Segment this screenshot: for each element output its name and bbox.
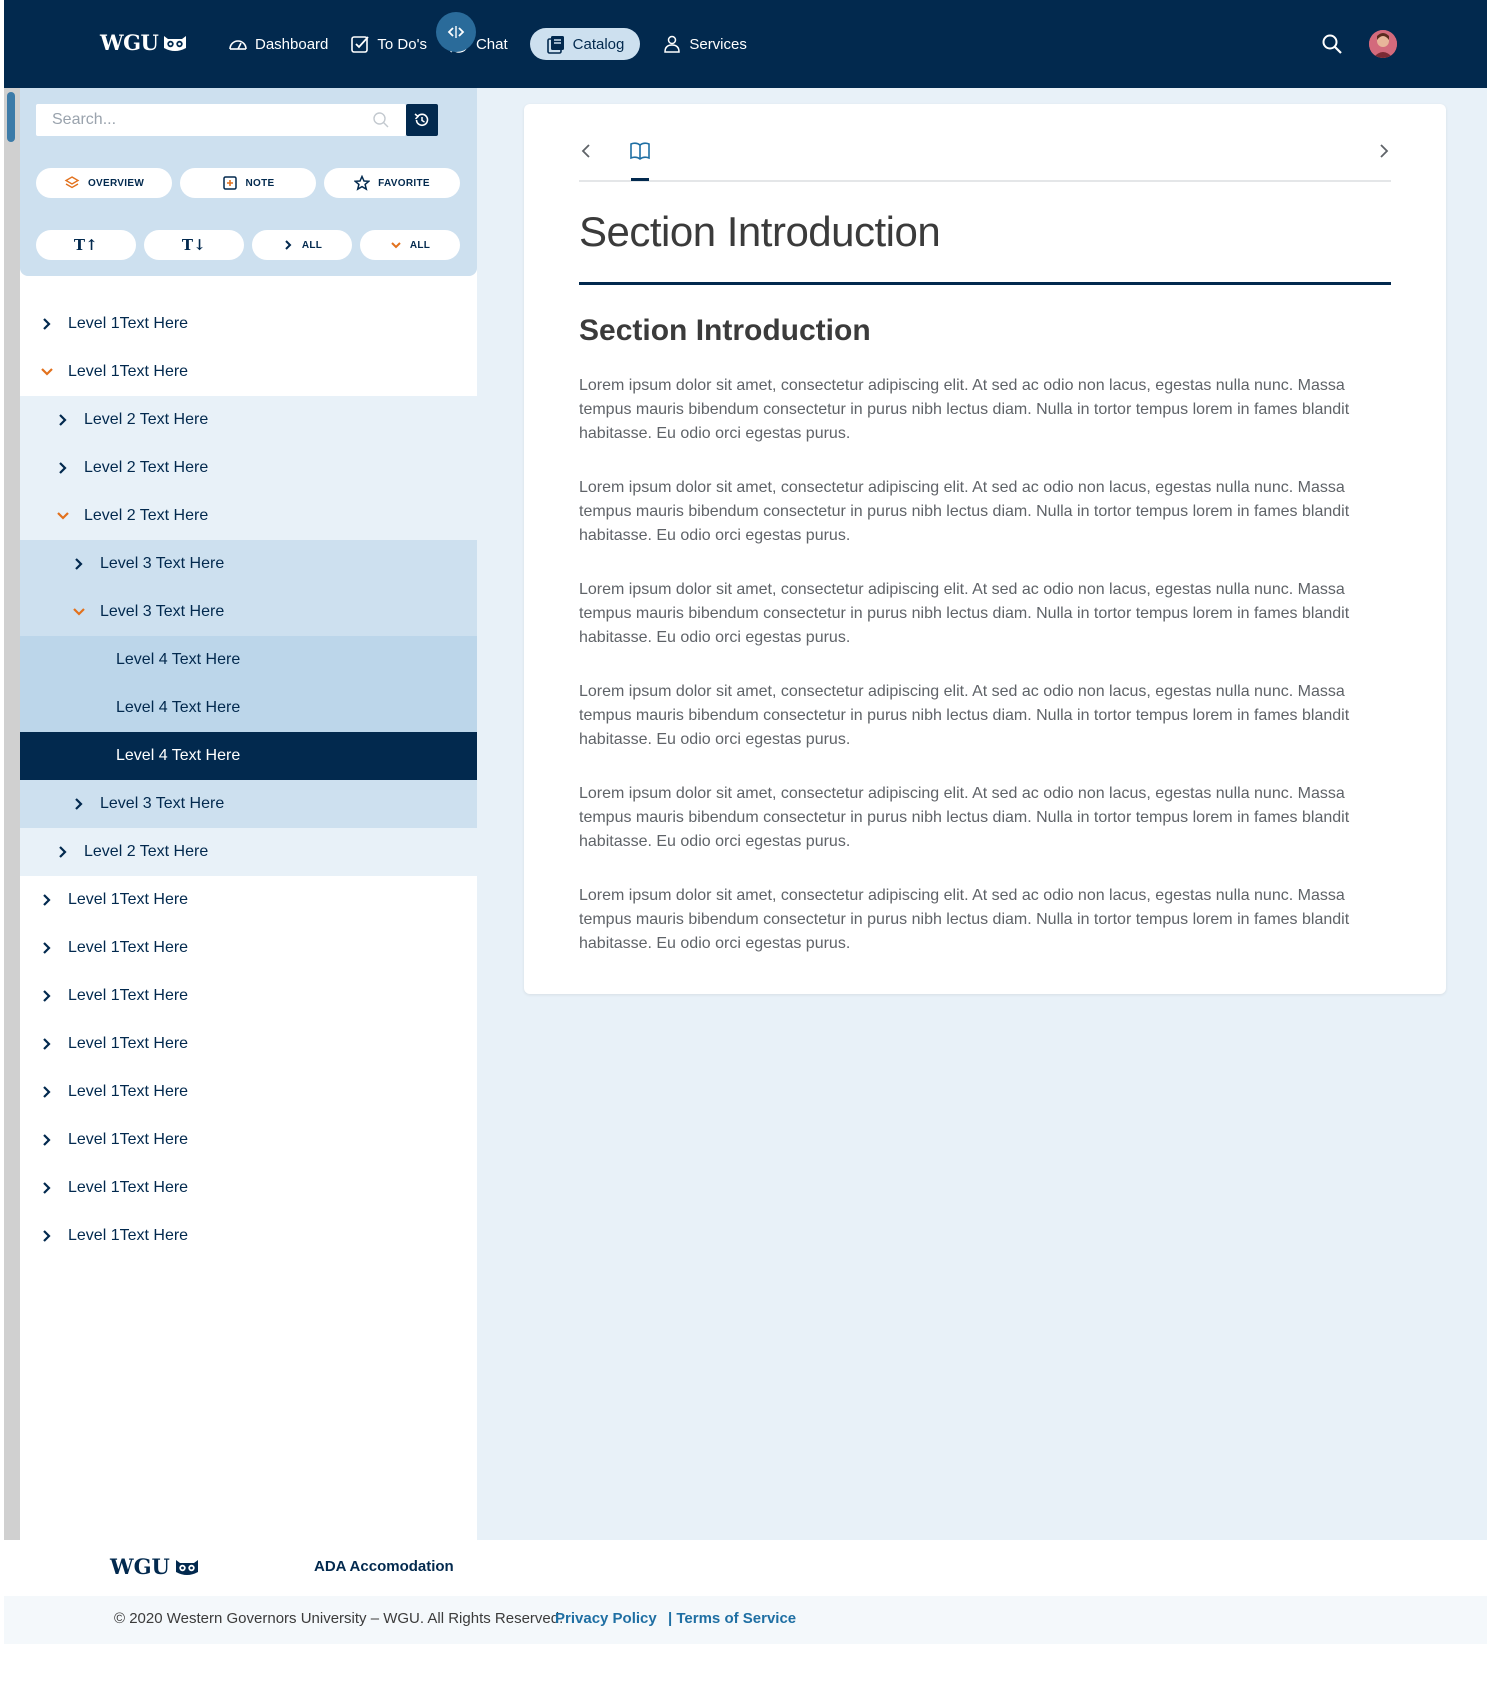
text-increase-button[interactable] xyxy=(36,230,136,260)
search-icon[interactable] xyxy=(1320,32,1344,56)
tree-item-level-2[interactable] xyxy=(20,444,477,492)
avatar[interactable] xyxy=(1369,30,1397,58)
privacy-policy-link[interactable]: Privacy Policy xyxy=(555,1610,657,1627)
active-tab-indicator xyxy=(631,178,649,181)
owl-logo-icon xyxy=(174,1558,200,1576)
content-card xyxy=(524,104,1446,994)
catalog-icon xyxy=(546,34,566,54)
paragraph: Lorem ipsum dolor sit amet, consectetur adipiscing elit. At sed ac odio non lacus, egestas nulla nunc. Massa tempus mauris bibendum consectetur in purus nibh lectus diam. Nulla in tortor tempus lorem in fames blandit habitasse. Eu odio orci egestas purus. xyxy=(579,377,1350,442)
split-arrows-icon xyxy=(446,24,466,40)
note-button[interactable] xyxy=(180,168,316,198)
text-decrease-label: T↓ xyxy=(181,236,207,254)
layers-icon xyxy=(64,175,80,191)
star-icon xyxy=(354,175,370,191)
nav-catalog[interactable] xyxy=(530,28,641,60)
chevron-right-icon[interactable] xyxy=(56,461,70,475)
tree-item-level-1[interactable] xyxy=(20,1212,477,1260)
chevron-down-icon xyxy=(390,239,402,251)
nav-label: Catalog xyxy=(572,35,625,53)
checkbox-icon xyxy=(350,34,370,54)
toc-tree xyxy=(20,300,477,1260)
tree-item-level-1[interactable] xyxy=(20,1020,477,1068)
tree-item-level-3[interactable] xyxy=(20,780,477,828)
search-placeholder: Search... xyxy=(52,111,117,128)
sidebar-toolbar xyxy=(20,88,477,276)
tree-item-level-2[interactable] xyxy=(20,492,477,540)
tree-item-level-1[interactable] xyxy=(20,972,477,1020)
text-increase-label: T↑ xyxy=(73,236,99,254)
chevron-down-icon[interactable] xyxy=(40,365,54,379)
tree-item-label: Level 1Text Here xyxy=(68,1131,189,1148)
chevron-right-icon xyxy=(282,239,294,251)
chevron-right-icon[interactable] xyxy=(40,1085,54,1099)
sidebar-collapse-button[interactable] xyxy=(436,12,476,52)
tree-item-level-1[interactable] xyxy=(20,876,477,924)
tree-item-label: Level 2 Text Here xyxy=(84,459,209,476)
top-header xyxy=(4,0,1487,88)
chevron-left-icon[interactable] xyxy=(579,142,593,160)
overview-button[interactable] xyxy=(36,168,172,198)
paragraph: Lorem ipsum dolor sit amet, consectetur adipiscing elit. At sed ac odio non lacus, egestas nulla nunc. Massa tempus mauris bibendum consectetur in purus nibh lectus diam. Nulla in tortor tempus lorem in fames blandit habitasse. Eu odio orci egestas purus. xyxy=(579,581,1350,646)
nav-todos[interactable] xyxy=(350,28,427,60)
ada-link[interactable]: ADA Accomodation xyxy=(314,1558,454,1575)
chevron-right-icon[interactable] xyxy=(40,1037,54,1051)
tree-item-level-4[interactable] xyxy=(20,732,504,780)
tree-item-label: Level 4 Text Here xyxy=(116,651,241,668)
tree-item-label: Level 1Text Here xyxy=(68,987,189,1004)
sidebar xyxy=(20,88,477,1540)
overview-label: OVERVIEW xyxy=(87,177,145,189)
owl-logo-icon xyxy=(162,34,188,52)
terms-of-service-link[interactable]: | Terms of Service xyxy=(668,1610,797,1627)
tree-item-level-4[interactable] xyxy=(20,636,477,684)
tree-item-label: Level 3 Text Here xyxy=(100,795,225,812)
chevron-right-icon[interactable] xyxy=(40,1181,54,1195)
chevron-right-icon[interactable] xyxy=(72,557,86,571)
content-nav xyxy=(579,134,1391,182)
footer-logo-text: WGU xyxy=(110,1554,170,1579)
person-icon xyxy=(662,34,682,54)
chevron-right-icon[interactable] xyxy=(40,317,54,331)
paragraph: Lorem ipsum dolor sit amet, consectetur adipiscing elit. At sed ac odio non lacus, egestas nulla nunc. Massa tempus mauris bibendum consectetur in purus nibh lectus diam. Nulla in tortor tempus lorem in fames blandit habitasse. Eu odio orci egestas purus. xyxy=(579,683,1350,748)
tree-item-level-1[interactable] xyxy=(20,1068,477,1116)
paragraph: Lorem ipsum dolor sit amet, consectetur adipiscing elit. At sed ac odio non lacus, egestas nulla nunc. Massa tempus mauris bibendum consectetur in purus nibh lectus diam. Nulla in tortor tempus lorem in fames blandit habitasse. Eu odio orci egestas purus. xyxy=(579,785,1350,850)
chevron-right-icon[interactable] xyxy=(40,1229,54,1243)
tree-item-level-1[interactable] xyxy=(20,1164,477,1212)
tree-item-label: Level 3 Text Here xyxy=(100,555,225,572)
chevron-right-icon[interactable] xyxy=(56,845,70,859)
tree-item-label: Level 1Text Here xyxy=(68,1179,189,1196)
chevron-right-icon[interactable] xyxy=(40,989,54,1003)
dashboard-icon xyxy=(228,34,248,54)
expand-all-button[interactable] xyxy=(360,230,460,260)
collapse-all-button[interactable] xyxy=(252,230,352,260)
search-icon xyxy=(372,111,390,129)
collapse-all-label: ALL xyxy=(301,239,323,251)
tree-item-label: Level 1Text Here xyxy=(68,1227,189,1244)
main-nav xyxy=(228,28,747,60)
nav-label: To Do's xyxy=(377,35,427,53)
section-heading: Section Introduction xyxy=(579,314,871,347)
chevron-right-icon[interactable] xyxy=(40,941,54,955)
tree-item-label: Level 1Text Here xyxy=(68,363,189,380)
tree-item-label: Level 2 Text Here xyxy=(84,507,209,524)
title-divider xyxy=(579,282,1391,285)
tree-item-label: Level 2 Text Here xyxy=(84,843,209,860)
tree-item-level-1[interactable] xyxy=(20,924,477,972)
avatar-photo-icon xyxy=(1369,30,1397,58)
tree-item-label: Level 1Text Here xyxy=(68,1035,189,1052)
chevron-down-icon[interactable] xyxy=(56,509,70,523)
tree-item-level-4[interactable] xyxy=(20,684,477,732)
page-title: Section Introduction xyxy=(579,208,941,255)
tree-item-level-1[interactable] xyxy=(20,300,477,348)
tree-item-label: Level 2 Text Here xyxy=(84,411,209,428)
paragraph: Lorem ipsum dolor sit amet, consectetur adipiscing elit. At sed ac odio non lacus, egestas nulla nunc. Massa tempus mauris bibendum consectetur in purus nibh lectus diam. Nulla in tortor tempus lorem in fames blandit habitasse. Eu odio orci egestas purus. xyxy=(579,887,1350,952)
note-label: NOTE xyxy=(245,177,275,189)
tree-item-level-2[interactable] xyxy=(20,828,477,876)
tree-item-label: Level 1Text Here xyxy=(68,315,189,332)
paragraph: Lorem ipsum dolor sit amet, consectetur adipiscing elit. At sed ac odio non lacus, egestas nulla nunc. Massa tempus mauris bibendum consectetur in purus nibh lectus diam. Nulla in tortor tempus lorem in fames blandit habitasse. Eu odio orci egestas purus. xyxy=(579,479,1350,544)
favorite-label: FAVORITE xyxy=(378,177,430,189)
footer-logo[interactable] xyxy=(110,1554,200,1579)
sidebar-scrollbar[interactable] xyxy=(4,88,20,1540)
nav-dashboard[interactable] xyxy=(228,28,328,60)
tree-item-level-1[interactable] xyxy=(20,348,477,396)
chevron-right-icon[interactable] xyxy=(72,797,86,811)
tree-item-label: Level 1Text Here xyxy=(68,939,189,956)
tree-item-label: Level 3 Text Here xyxy=(100,603,225,620)
chevron-right-icon[interactable] xyxy=(56,413,70,427)
footer xyxy=(4,1540,1487,1596)
search-input[interactable] xyxy=(36,104,406,136)
sidebar-scroll-thumb[interactable] xyxy=(7,92,15,142)
book-icon[interactable] xyxy=(629,140,651,162)
nav-label: Dashboard xyxy=(255,35,329,53)
text-decrease-button[interactable] xyxy=(144,230,244,260)
tree-item-level-3[interactable] xyxy=(20,588,477,636)
expand-all-label: ALL xyxy=(409,239,431,251)
nav-label: Services xyxy=(689,35,747,53)
tree-item-label: Level 4 Text Here xyxy=(116,699,241,716)
tree-item-level-3[interactable] xyxy=(20,540,477,588)
tree-item-level-2[interactable] xyxy=(20,396,477,444)
logo-text: WGU xyxy=(100,30,159,55)
tree-item-level-1[interactable] xyxy=(20,1116,477,1164)
wgu-logo[interactable] xyxy=(100,30,188,55)
tree-item-label: Level 1Text Here xyxy=(68,1083,189,1100)
chevron-down-icon[interactable] xyxy=(72,605,86,619)
history-icon xyxy=(413,111,431,129)
chevron-right-icon[interactable] xyxy=(1377,142,1391,160)
history-button[interactable] xyxy=(406,104,438,136)
tree-item-label: Level 1Text Here xyxy=(68,891,189,908)
nav-label: Chat xyxy=(475,35,508,53)
tree-item-label: Level 4 Text Here xyxy=(116,747,241,764)
note-icon xyxy=(222,175,238,191)
chevron-right-icon[interactable] xyxy=(40,893,54,907)
chevron-right-icon[interactable] xyxy=(40,1133,54,1147)
copyright-text: © 2020 Western Governors University – WGU. All Rights Reserved. xyxy=(114,1610,564,1627)
favorite-button[interactable] xyxy=(324,168,460,198)
nav-services[interactable] xyxy=(662,28,747,60)
